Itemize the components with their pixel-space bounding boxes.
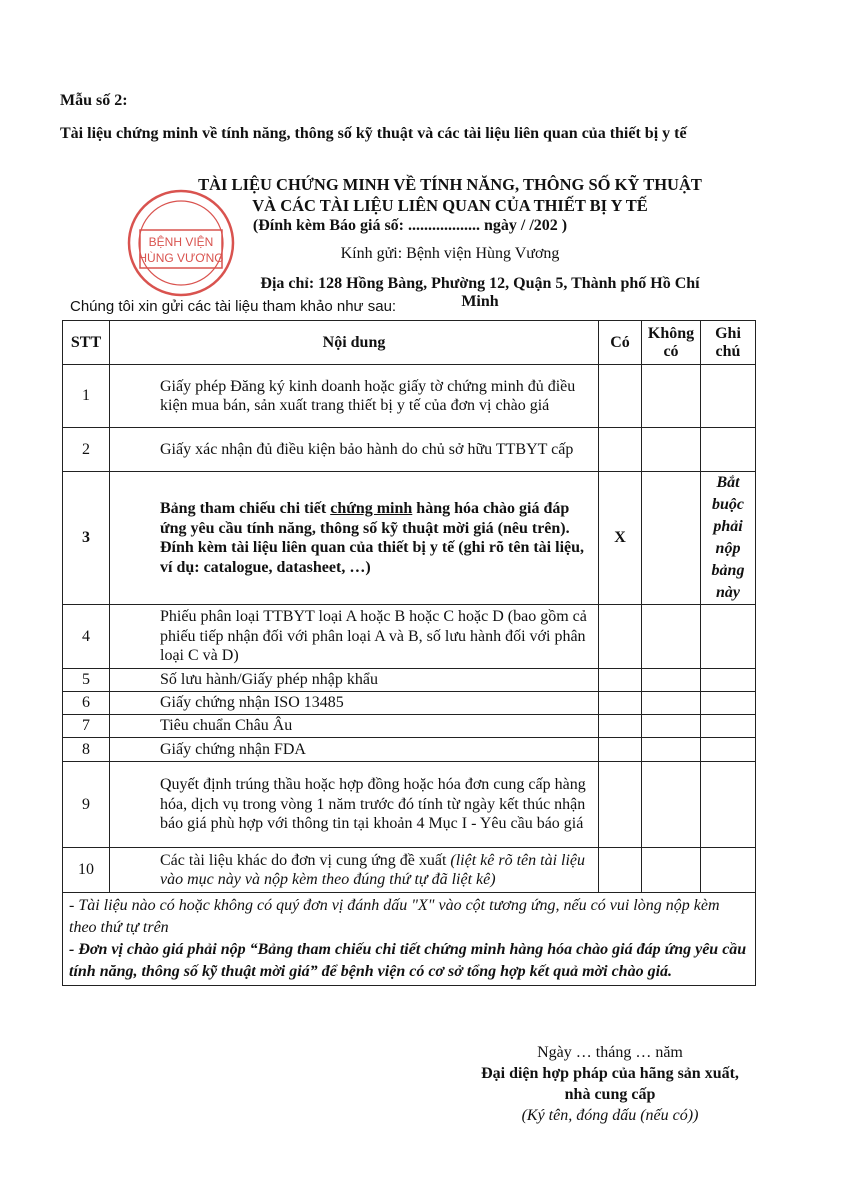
row-stt: 8: [63, 738, 110, 762]
header-yes: Có: [599, 321, 642, 365]
stamp-line2: HÙNG VƯƠNG: [138, 251, 224, 265]
row-stt: 9: [63, 762, 110, 848]
row-yes: [599, 762, 642, 848]
row-stt: 6: [63, 692, 110, 715]
table-row: [63, 715, 756, 738]
row-content: Phiếu phân loại TTBYT loại A hoặc B hoặc C hoặc D (bao gồm cả phiếu tiếp nhận đối với phân loại A và B, số lưu hành đối với phân loại C và D): [110, 605, 599, 669]
row-content-italic: (liệt kê rõ tên tài liệu vào mục này và nộp kèm theo đúng thứ tự đã liệt kê): [160, 851, 586, 888]
row-yes: [599, 692, 642, 715]
row-content: Giấy phép Đăng ký kinh doanh hoặc giấy tờ chứng minh đủ điều kiện mua bán, sản xuất trang thiết bị y tế của đơn vị chào giá: [110, 365, 599, 428]
intro-text: Chúng tôi xin gửi các tài liệu tham khảo như sau:: [70, 298, 397, 315]
table-row: [63, 692, 756, 715]
row-no: [642, 692, 701, 715]
row-no: [642, 848, 701, 893]
row-note: [701, 715, 756, 738]
table-row: [63, 428, 756, 472]
row-content: Giấy chứng nhận FDA: [110, 738, 599, 762]
header-no: Không có: [642, 321, 701, 365]
table-row: [63, 738, 756, 762]
row-content: [110, 848, 599, 893]
row-stt: 4: [63, 605, 110, 669]
footnote-1: - Tài liệu nào có hoặc không có quý đơn vị đánh dấu "X" vào cột tương ứng, nếu có vui lòng nộp kèm theo thứ tự trên: [69, 897, 720, 936]
row-stt: 1: [63, 365, 110, 428]
row-content: Tiêu chuẩn Châu Âu: [110, 715, 599, 738]
table-row: [63, 605, 756, 669]
address: Địa chỉ: 128 Hồng Bàng, Phường 12, Quận 5, Thành phố Hồ Chí Minh: [260, 275, 700, 310]
title-line1: TÀI LIỆU CHỨNG MINH VỀ TÍNH NĂNG, THÔNG SỐ KỸ THUẬT: [198, 175, 702, 194]
row-content: Quyết định trúng thầu hoặc hợp đồng hoặc hóa đơn cung cấp hàng hóa, dịch vụ trong vòng 1 năm trước đó tính từ ngày kết thúc nhận báo giá phù hợp với thông tin tại khoản 4 Mục I - Yêu cầu báo giá: [110, 762, 599, 848]
row-note: [701, 762, 756, 848]
row-note: [701, 669, 756, 692]
form-number: Mẫu số 2:: [60, 92, 128, 109]
row-content: Số lưu hành/Giấy phép nhập khẩu: [110, 669, 599, 692]
sign-note: (Ký tên, đóng dấu (nếu có)): [521, 1107, 699, 1124]
row-content-part: hàng hóa chào giá đáp ứng yêu cầu tính năng, thông số kỹ thuật mời giá (nêu trên). Đính kèm tài liệu liên quan của thiết bị y tế (ghi rõ tên tài liệu, ví dụ: catalogue, datasheet, …): [160, 500, 585, 576]
row-content-part: Các tài liệu khác do đơn vị cung ứng đề xuất: [160, 851, 451, 869]
row-yes: [599, 715, 642, 738]
row-content-underlined: chứng minh: [330, 500, 413, 517]
row-stt: 5: [63, 669, 110, 692]
row-yes: [599, 738, 642, 762]
sign-date: Ngày … tháng … năm: [537, 1044, 683, 1061]
row-no: [642, 669, 701, 692]
table-header-row: [63, 321, 756, 365]
row-yes-mark: X: [599, 472, 642, 605]
footnote-2: - Đơn vị chào giá phải nộp “Bảng tham chiếu chi tiết chứng minh hàng hóa chào giá đáp ứng yêu cầu tính năng, thông số kỹ thuật mời giá” để bệnh viện có cơ sở tổng hợp kết quả mời chào giá.: [69, 941, 747, 980]
addressee: Kính gửi: Bệnh viện Hùng Vương: [340, 245, 560, 262]
row-no: [642, 428, 701, 472]
row-note: [701, 692, 756, 715]
row-content-part: Bảng tham chiếu chi tiết: [160, 500, 331, 517]
table-row: [63, 848, 756, 893]
row-note-required: Bắt buộc phải nộp bảng này: [701, 472, 756, 605]
row-stt: 2: [63, 428, 110, 472]
row-note: [701, 848, 756, 893]
sign-role2: nhà cung cấp: [564, 1086, 656, 1103]
row-stt: 7: [63, 715, 110, 738]
row-yes: [599, 365, 642, 428]
row-content: [110, 472, 599, 605]
row-yes: [599, 428, 642, 472]
stamp-line1: BỆNH VIỆN: [148, 235, 214, 249]
title-line2: VÀ CÁC TÀI LIỆU LIÊN QUAN CỦA THIẾT BỊ Y TẾ: [252, 196, 648, 215]
documents-table: [62, 320, 756, 986]
header-content: Nội dung: [110, 321, 599, 365]
row-yes: [599, 669, 642, 692]
header-stt: STT: [63, 321, 110, 365]
table-row: [63, 472, 756, 605]
table-row: [63, 762, 756, 848]
row-content: Giấy xác nhận đủ điều kiện bảo hành do chủ sở hữu TTBYT cấp: [110, 428, 599, 472]
row-stt: 10: [63, 848, 110, 893]
footnote-row: [63, 893, 756, 986]
row-yes: [599, 848, 642, 893]
signature-block: [470, 1042, 750, 1126]
row-no: [642, 738, 701, 762]
row-no: [642, 762, 701, 848]
row-note: [701, 738, 756, 762]
row-no: [642, 605, 701, 669]
footnotes: [63, 893, 756, 986]
row-stt: 3: [63, 472, 110, 605]
row-no: [642, 715, 701, 738]
attachment-line: (Đính kèm Báo giá số: .................. ngày / /202 ): [252, 217, 568, 234]
row-no: [642, 472, 701, 605]
row-yes: [599, 605, 642, 669]
header-note: Ghi chú: [701, 321, 756, 365]
row-note: [701, 605, 756, 669]
sign-role1: Đại diện hợp pháp của hãng sản xuất,: [481, 1065, 739, 1082]
row-content: Giấy chứng nhận ISO 13485: [110, 692, 599, 715]
row-no: [642, 365, 701, 428]
document-subtitle: Tài liệu chứng minh về tính năng, thông số kỹ thuật và các tài liệu liên quan của thiết bị y tế: [60, 125, 687, 142]
row-note: [701, 428, 756, 472]
table-row: [63, 365, 756, 428]
table-row: [63, 669, 756, 692]
row-note: [701, 365, 756, 428]
